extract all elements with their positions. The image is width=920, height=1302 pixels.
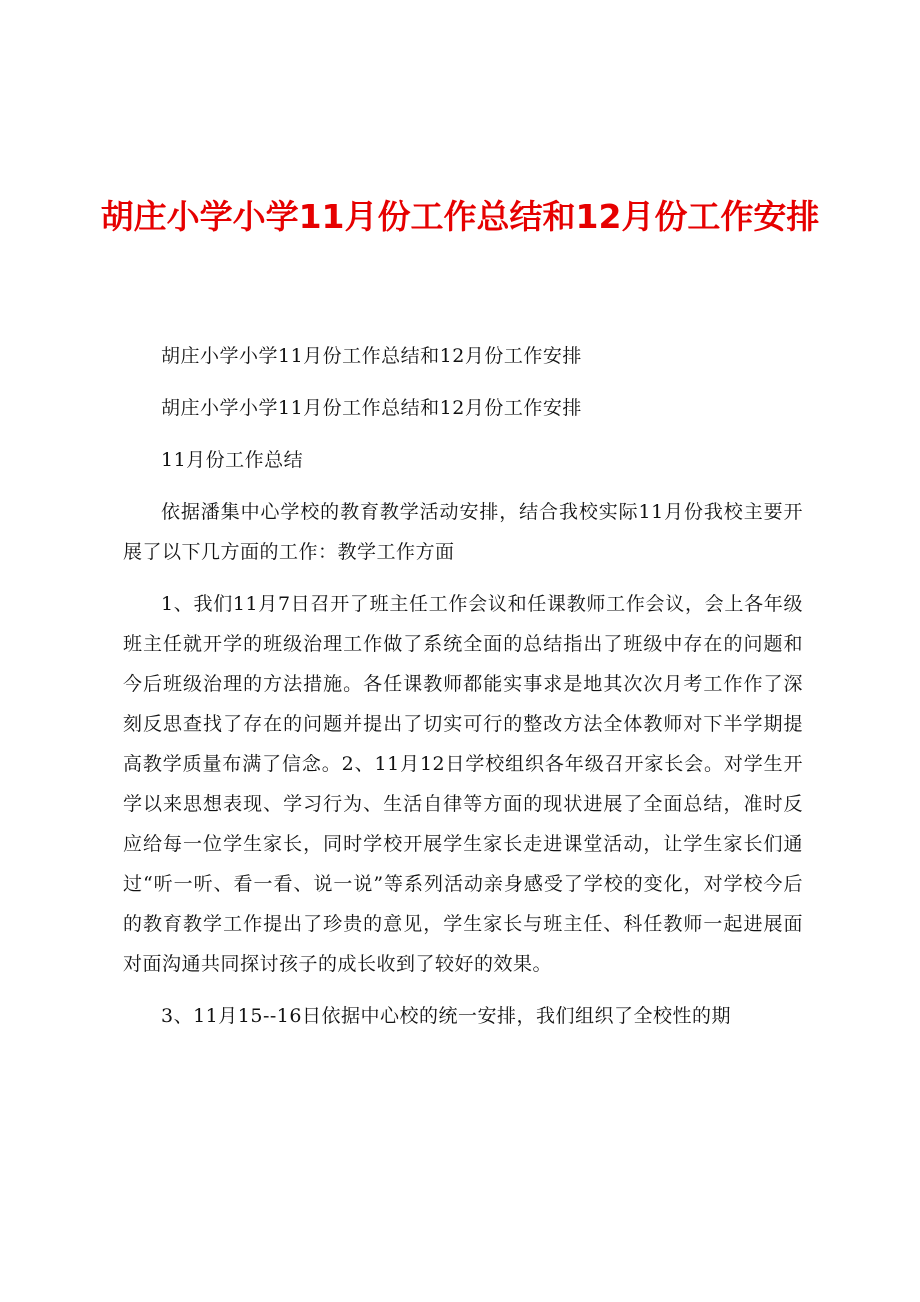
document-title: 胡庄小学小学11月份工作总结和12月份工作安排	[100, 197, 820, 236]
paragraph-repeat-title-1: 胡庄小学小学11月份工作总结和12月份工作安排	[161, 345, 582, 367]
paragraph-intro: 依据潘集中心学校的教育教学活动安排，结合我校实际11月份我校主要开展了以下几方面的工作：教学工作方面	[123, 501, 803, 563]
paragraph-items-1-2: 1、我们11月7日召开了班主任工作会议和任课教师工作会议，会上各年级班主任就开学的班级治理工作做了系统全面的总结指出了班级中存在的问题和今后班级治理的方法措施。各任课教师都能实事求是地其次次月考工作作了深刻反思查找了存在的问题并提出了切实可行的整改方法全体教师对下半学期提高教学质量布满了信念。2、11月12日学校组织各年级召开家长会。对学生开学以来思想表现、学习行为、生活自律等方面的现状进展了全面总结，准时反应给每一位学生家长，同时学校开展学生家长走进课堂活动，让学生家长们通过“听一听、看一看、说一说”等系列活动亲身感受了学校的变化，对学校今后的教育教学工作提出了珍贵的意见，学生家长与班主任、科任教师一起进展面对面沟通共同探讨孩子的成长收到了较好的效果。	[123, 593, 803, 975]
paragraph-item-3: 3、11月15--16日依据中心校的统一安排，我们组织了全校性的期	[161, 1005, 731, 1027]
paragraph-repeat-title-2: 胡庄小学小学11月份工作总结和12月份工作安排	[161, 397, 582, 419]
section-heading-november-summary: 11月份工作总结	[161, 449, 304, 471]
document-body	[123, 336, 803, 1036]
